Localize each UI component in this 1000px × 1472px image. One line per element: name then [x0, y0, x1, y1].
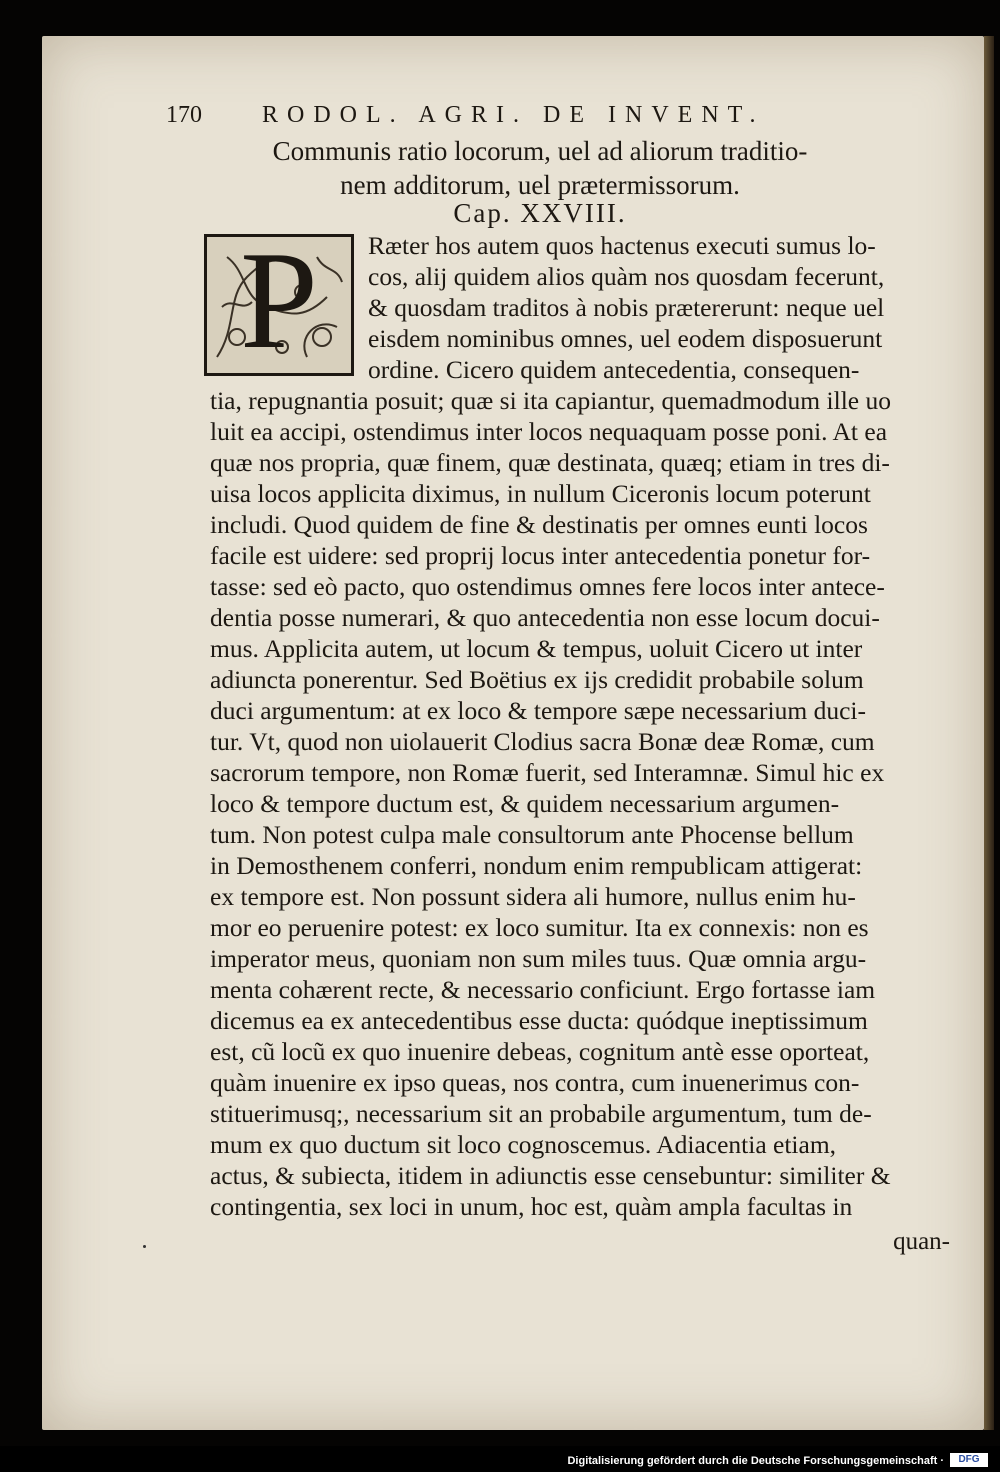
body-text	[210, 230, 948, 1222]
dfg-logo: DFG	[950, 1453, 988, 1467]
text-line: Ræter hos autem quos hactenus executi sumus lo-	[368, 231, 876, 260]
text-line: uisa locos applicita diximus, in nullum Ciceronis locum poterunt	[210, 479, 871, 508]
text-line: ordine. Cicero quidem antecedentia, consequen-	[368, 355, 860, 384]
text-line: quàm inuenire ex ipso queas, nos contra, cum inuenerimus con-	[210, 1068, 860, 1097]
text-line: est, cũ locũ ex quo inuenire debeas, cognitum antè esse oporteat,	[210, 1037, 870, 1066]
text-line: tur. Vt, quod non uiolauerit Clodius sacra Bonæ deæ Romæ, cum	[210, 727, 875, 756]
funding-notice: Digitalisierung gefördert durch die Deutsche Forschungsgemeinschaft ·	[567, 1455, 944, 1467]
text-line: & quosdam traditos à nobis prætererunt: neque uel	[368, 293, 885, 322]
footer-bar	[0, 1446, 1000, 1472]
text-line: imperator meus, quoniam non sum miles tuus. Quæ omnia argu-	[210, 944, 867, 973]
text-line: tia, repugnantia posuit; quæ si ita capiantur, quemadmodum ille uo	[210, 386, 891, 415]
catchword: quan-	[893, 1228, 950, 1255]
text-line: in Demosthenem conferri, nondum enim rempublicam attigerat:	[210, 851, 863, 880]
page-number: 170	[166, 102, 202, 128]
initial-letter: P	[240, 234, 318, 376]
text-line: eisdem nominibus omnes, uel eodem disposuerunt	[368, 324, 883, 353]
text-line: mus. Applicita autem, ut locum & tempus, uoluit Cicero ut inter	[210, 634, 863, 663]
text-line: dentia posse numerari, & quo antecedentia non esse locum docui-	[210, 603, 880, 632]
text-line: stituerimusq;, necessarium sit an probabile argumentum, tum de-	[210, 1099, 872, 1128]
text-line: actus, & subiecta, itidem in adiunctis esse censebuntur: similiter &	[210, 1161, 891, 1190]
text-line: cos, alij quidem alios quàm nos quosdam fecerunt,	[368, 262, 885, 291]
running-head: RODOL. AGRI. DE INVENT.	[262, 102, 765, 128]
text-line: luit ea accipi, ostendimus inter locos nequaquam posse poni. At ea	[210, 417, 888, 446]
text-line: mor eo peruenire potest: ex loco sumitur. Ita ex connexis: non es	[210, 913, 869, 942]
text-line: contingentia, sex loci in unum, hoc est, quàm ampla facultas in	[210, 1192, 853, 1221]
text-line: dicemus ea ex antecedentibus esse ducta: quódque ineptissimum	[210, 1006, 868, 1035]
page-edge	[984, 36, 994, 1430]
text-line: tasse: sed eò pacto, quo ostendimus omnes fere locos inter antece-	[210, 572, 885, 601]
text-line: quæ nos propria, quæ finem, quæ destinata, quæq; etiam in tres di-	[210, 448, 890, 477]
text-line: includi. Quod quidem de fine & destinatis per omnes eunti locos	[210, 510, 868, 539]
text-line: duci argumentum: at ex loco & tempore sæpe necessarium duci-	[210, 696, 866, 725]
text-line: sacrorum tempore, non Romæ fuerit, sed Interamnæ. Simul hic ex	[210, 758, 885, 787]
chapter-title-line-2: nem additorum, uel prætermissorum.	[340, 170, 740, 200]
text-line: mum ex quo ductum sit loco cognoscemus. Adiacentia etiam,	[210, 1130, 837, 1159]
page-header	[166, 102, 846, 138]
chapter-number: Cap. XXVIII.	[453, 198, 627, 228]
text-line: menta cohærent recte, & necessario conficiunt. Ergo fortasse iam	[210, 975, 876, 1004]
chapter-title	[190, 134, 890, 202]
text-line: ex tempore est. Non possunt sidera ali humore, nullus enim hu-	[210, 882, 856, 911]
text-line: facile est uidere: sed proprij locus inter antecedentia ponetur for-	[210, 541, 871, 570]
text-line: adiuncta ponerentur. Sed Boëtius ex ijs credidit probabile solum	[210, 665, 864, 694]
text-line: loco & tempore ductum est, & quidem necessarium argumen-	[210, 789, 840, 818]
stray-mark	[143, 1245, 146, 1248]
chapter-title-line-1: Communis ratio locorum, uel ad aliorum traditio-	[272, 136, 808, 166]
text-line: tum. Non potest culpa male consultorum ante Phocense bellum	[210, 820, 854, 849]
